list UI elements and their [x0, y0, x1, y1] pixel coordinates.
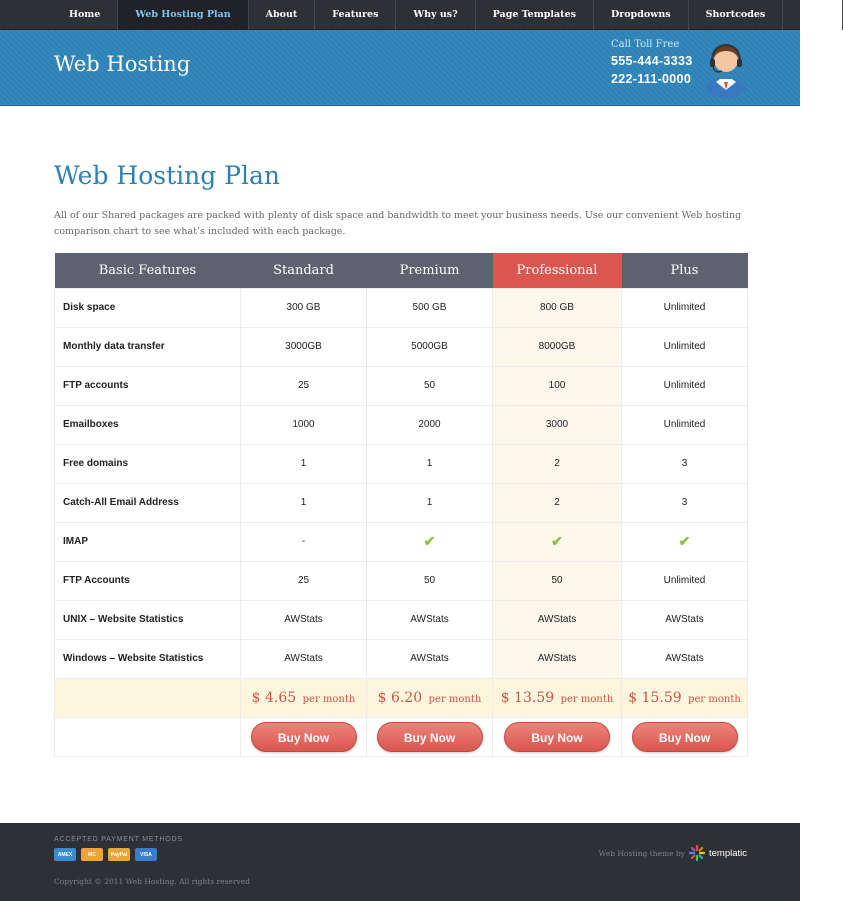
table-row — [55, 600, 748, 639]
pricing-table — [54, 253, 748, 757]
site-header — [0, 30, 800, 106]
table-row — [55, 327, 748, 366]
table-cell: 100 — [493, 366, 622, 405]
table-row — [55, 288, 748, 327]
table-row — [55, 366, 748, 405]
buy-now-standard-button[interactable]: Buy Now — [251, 722, 357, 752]
feature-label: UNIX – Website Statistics — [55, 600, 241, 639]
table-row — [55, 444, 748, 483]
nav-shortcodes[interactable]: Shortcodes — [689, 0, 784, 30]
check-icon: ✔ — [423, 533, 436, 549]
table-row — [55, 522, 748, 561]
header-plus: Plus — [622, 253, 748, 288]
buy-now-premium-button[interactable]: Buy Now — [377, 722, 483, 752]
table-cell: 3000GB — [241, 327, 367, 366]
price-row-label — [55, 678, 241, 717]
table-cell: 1 — [241, 444, 367, 483]
price-amount: $ 15.59 — [628, 689, 682, 706]
table-cell: Unlimited — [622, 366, 748, 405]
support-agent-icon — [702, 38, 750, 94]
phone-number-2: 222-111-0000 — [611, 72, 692, 86]
feature-label: FTP accounts — [55, 366, 241, 405]
table-cell — [367, 522, 493, 561]
price-period: per month — [688, 693, 741, 705]
table-cell: AWStats — [241, 639, 367, 678]
price-row — [55, 678, 748, 717]
price-period: per month — [428, 693, 482, 705]
site-logo[interactable]: Web Hosting — [54, 52, 191, 76]
buy-row — [55, 717, 748, 756]
table-cell: 3000 — [493, 405, 622, 444]
nav-features[interactable]: Features — [315, 0, 396, 30]
table-cell — [622, 522, 748, 561]
table-cell: 25 — [241, 366, 367, 405]
table-cell: AWStats — [493, 600, 622, 639]
buy-now-plus-button[interactable]: Buy Now — [632, 722, 738, 752]
table-cell: 8000GB — [493, 327, 622, 366]
check-icon: ✔ — [551, 533, 563, 549]
price-plus — [622, 678, 748, 717]
templatic-logo-icon — [689, 845, 705, 861]
copyright-text: Copyright © 2011 Web Hosting. All rights reserved — [54, 877, 250, 886]
page-title: Web Hosting Plan — [54, 161, 281, 190]
price-amount: $ 13.59 — [500, 689, 555, 706]
feature-label: IMAP — [55, 522, 241, 561]
table-cell: 3 — [622, 483, 748, 522]
amex-icon: AMEX — [54, 848, 76, 861]
buy-now-professional-button[interactable]: Buy Now — [504, 722, 610, 752]
paypal-icon: PayPal — [108, 848, 130, 861]
top-nav — [0, 0, 825, 30]
table-cell: AWStats — [622, 639, 748, 678]
buy-cell — [367, 717, 493, 756]
call-label: Call Toll Free — [611, 39, 680, 50]
nav-home[interactable]: Home — [52, 0, 118, 30]
table-header-row — [55, 253, 748, 288]
contact-phones — [611, 39, 692, 86]
table-cell: AWStats — [367, 600, 493, 639]
table-row — [55, 639, 748, 678]
nav-about[interactable]: About — [249, 0, 316, 30]
table-cell: 500 GB — [367, 288, 493, 327]
table-row — [55, 405, 748, 444]
main-content — [0, 161, 800, 757]
table-cell: 800 GB — [493, 288, 622, 327]
price-amount: $ 6.20 — [377, 689, 423, 706]
feature-label: FTP Accounts — [55, 561, 241, 600]
header-professional: Professional — [493, 253, 622, 288]
table-cell: Unlimited — [622, 405, 748, 444]
table-cell: 3 — [622, 444, 748, 483]
price-amount: $ 4.65 — [251, 689, 297, 706]
buy-cell — [622, 717, 748, 756]
header-basic-features: Basic Features — [55, 253, 241, 288]
price-period: per month — [302, 693, 356, 705]
table-cell: 2000 — [367, 405, 493, 444]
theme-credit — [599, 845, 747, 861]
payment-methods-label: ACCEPTED PAYMENT METHODS — [54, 836, 183, 843]
feature-label: Free domains — [55, 444, 241, 483]
buy-cell — [493, 717, 622, 756]
feature-label: Windows – Website Statistics — [55, 639, 241, 678]
buy-cell — [241, 717, 367, 756]
table-cell: 1 — [241, 483, 367, 522]
table-row — [55, 483, 748, 522]
table-cell: 1 — [367, 483, 493, 522]
phone-number-1: 555-444-3333 — [611, 54, 693, 68]
nav-web-hosting-plan[interactable]: Web Hosting Plan — [118, 0, 248, 30]
table-cell: AWStats — [493, 639, 622, 678]
table-cell: 5000GB — [367, 327, 493, 366]
nav-why-us[interactable]: Why us? — [396, 0, 475, 30]
table-cell: 25 — [241, 561, 367, 600]
table-cell — [493, 522, 622, 561]
table-cell: Unlimited — [622, 561, 748, 600]
templatic-link[interactable]: templatic — [708, 847, 747, 859]
nav-dropdowns[interactable]: Dropdowns — [594, 0, 689, 30]
check-icon: ✔ — [678, 533, 691, 549]
buy-row-label — [55, 717, 241, 756]
table-row — [55, 561, 748, 600]
nav-page-templates[interactable]: Page Templates — [476, 0, 594, 30]
table-cell: 1 — [367, 444, 493, 483]
table-cell: 2 — [493, 483, 622, 522]
header-standard: Standard — [241, 253, 367, 288]
feature-label: Emailboxes — [55, 405, 241, 444]
table-cell: 50 — [493, 561, 622, 600]
table-cell: 1000 — [241, 405, 367, 444]
table-cell: 50 — [367, 366, 493, 405]
price-period: per month — [560, 693, 614, 705]
visa-icon: VISA — [135, 848, 157, 861]
price-premium — [367, 678, 493, 717]
table-cell: 2 — [493, 444, 622, 483]
price-standard — [241, 678, 367, 717]
payment-cards — [54, 848, 157, 861]
credit-prefix: Web Hosting theme by — [598, 848, 685, 858]
table-cell: AWStats — [367, 639, 493, 678]
site-footer — [0, 823, 800, 901]
feature-label: Disk space — [55, 288, 241, 327]
table-cell: Unlimited — [622, 327, 748, 366]
table-cell: AWStats — [241, 600, 367, 639]
table-cell: Unlimited — [622, 288, 748, 327]
table-cell: 300 GB — [241, 288, 367, 327]
table-cell: - — [241, 522, 367, 561]
mastercard-icon: MC — [81, 848, 103, 861]
feature-label: Catch-All Email Address — [55, 483, 241, 522]
table-cell: 50 — [367, 561, 493, 600]
header-premium: Premium — [367, 253, 493, 288]
table-cell: AWStats — [622, 600, 748, 639]
nav-blog[interactable]: Blog — [783, 0, 843, 30]
intro-text: All of our Shared packages are packed with plenty of disk space and bandwidth to meet your business needs. Use our convenient Web hosting comparison chart to see what’s included with each package. — [54, 210, 742, 237]
price-professional — [493, 678, 622, 717]
feature-label: Monthly data transfer — [55, 327, 241, 366]
